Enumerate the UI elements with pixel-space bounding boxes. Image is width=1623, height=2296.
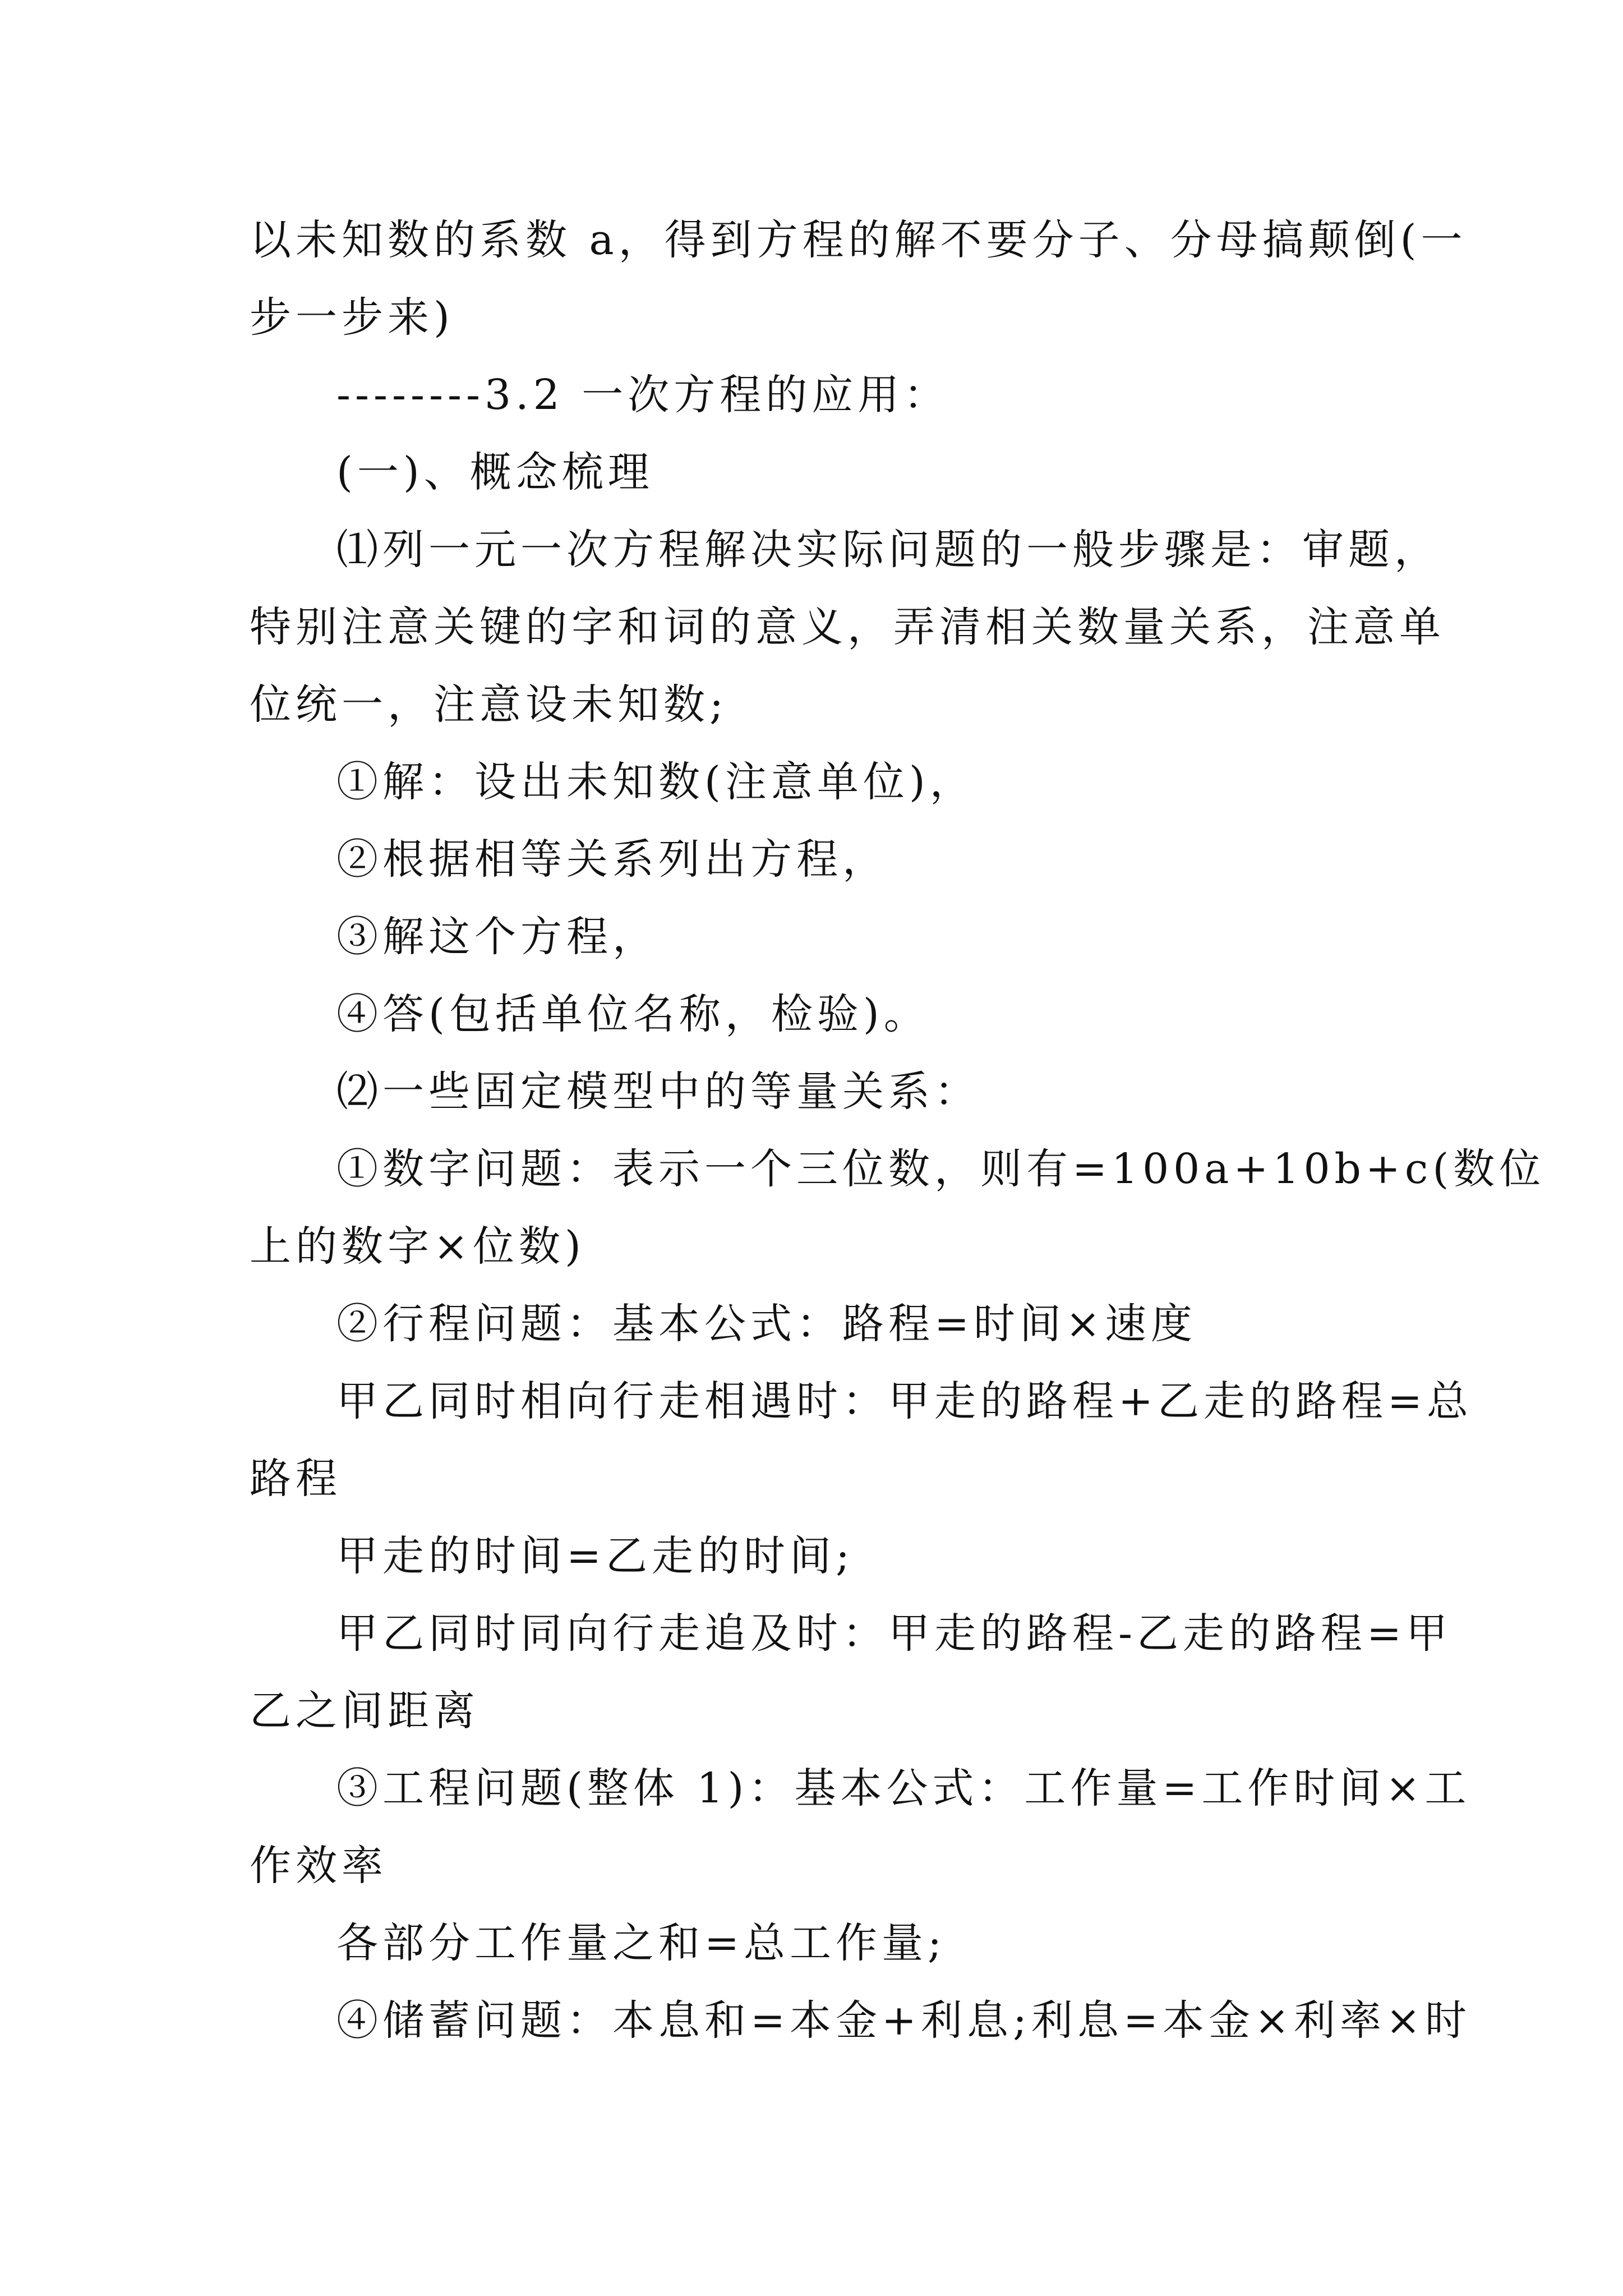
text-line: ②行程问题：基本公式：路程=时间×速度 [336, 1300, 1197, 1348]
subsection-heading: (一)、概念梳理 [336, 448, 654, 496]
section-heading: --------3.2 一次方程的应用： [336, 371, 950, 419]
text-line: ①解：设出未知数(注意单位)， [336, 758, 976, 806]
text-line: 特别注意关键的字和词的意义，弄清相关数量关系，注意单 [250, 603, 1445, 651]
text-line: 以未知数的系数 a，得到方程的解不要分子、分母搞颠倒(一 [250, 216, 1467, 264]
text-line: 作效率 [250, 1842, 388, 1890]
text-line: ⑵一些固定模型中的等量关系： [336, 1068, 980, 1116]
text-line: ④答(包括单位名称，检验)。 [336, 990, 930, 1038]
text-line: 甲走的时间=乙走的时间; [336, 1532, 854, 1580]
text-line: 甲乙同时相向行走相遇时：甲走的路程+乙走的路程=总 [336, 1377, 1473, 1425]
text-line: ④储蓄问题：本息和=本金+利息;利息=本金×利率×时 [336, 1996, 1471, 2045]
text-line: ③解这个方程， [336, 913, 658, 961]
text-line: 路程 [250, 1455, 342, 1503]
text-line: ⑴列一元一次方程解决实际问题的一般步骤是：审题， [336, 526, 1440, 574]
text-line: 位统一，注意设未知数; [250, 680, 728, 729]
text-line: 上的数字×位数) [250, 1222, 585, 1271]
text-line: ②根据相等关系列出方程， [336, 835, 888, 884]
text-line: ③工程问题(整体 1)：基本公式：工作量=工作时间×工 [336, 1764, 1471, 1812]
text-line: ①数字问题：表示一个三位数，则有=100a+10b+c(数位 [336, 1145, 1546, 1193]
text-line: 甲乙同时同向行走追及时：甲走的路程-乙走的路程=甲 [336, 1609, 1453, 1658]
text-line: 乙之间距离 [250, 1687, 479, 1735]
text-line: 步一步来) [250, 293, 454, 342]
text-line: 各部分工作量之和=总工作量; [336, 1919, 946, 1967]
